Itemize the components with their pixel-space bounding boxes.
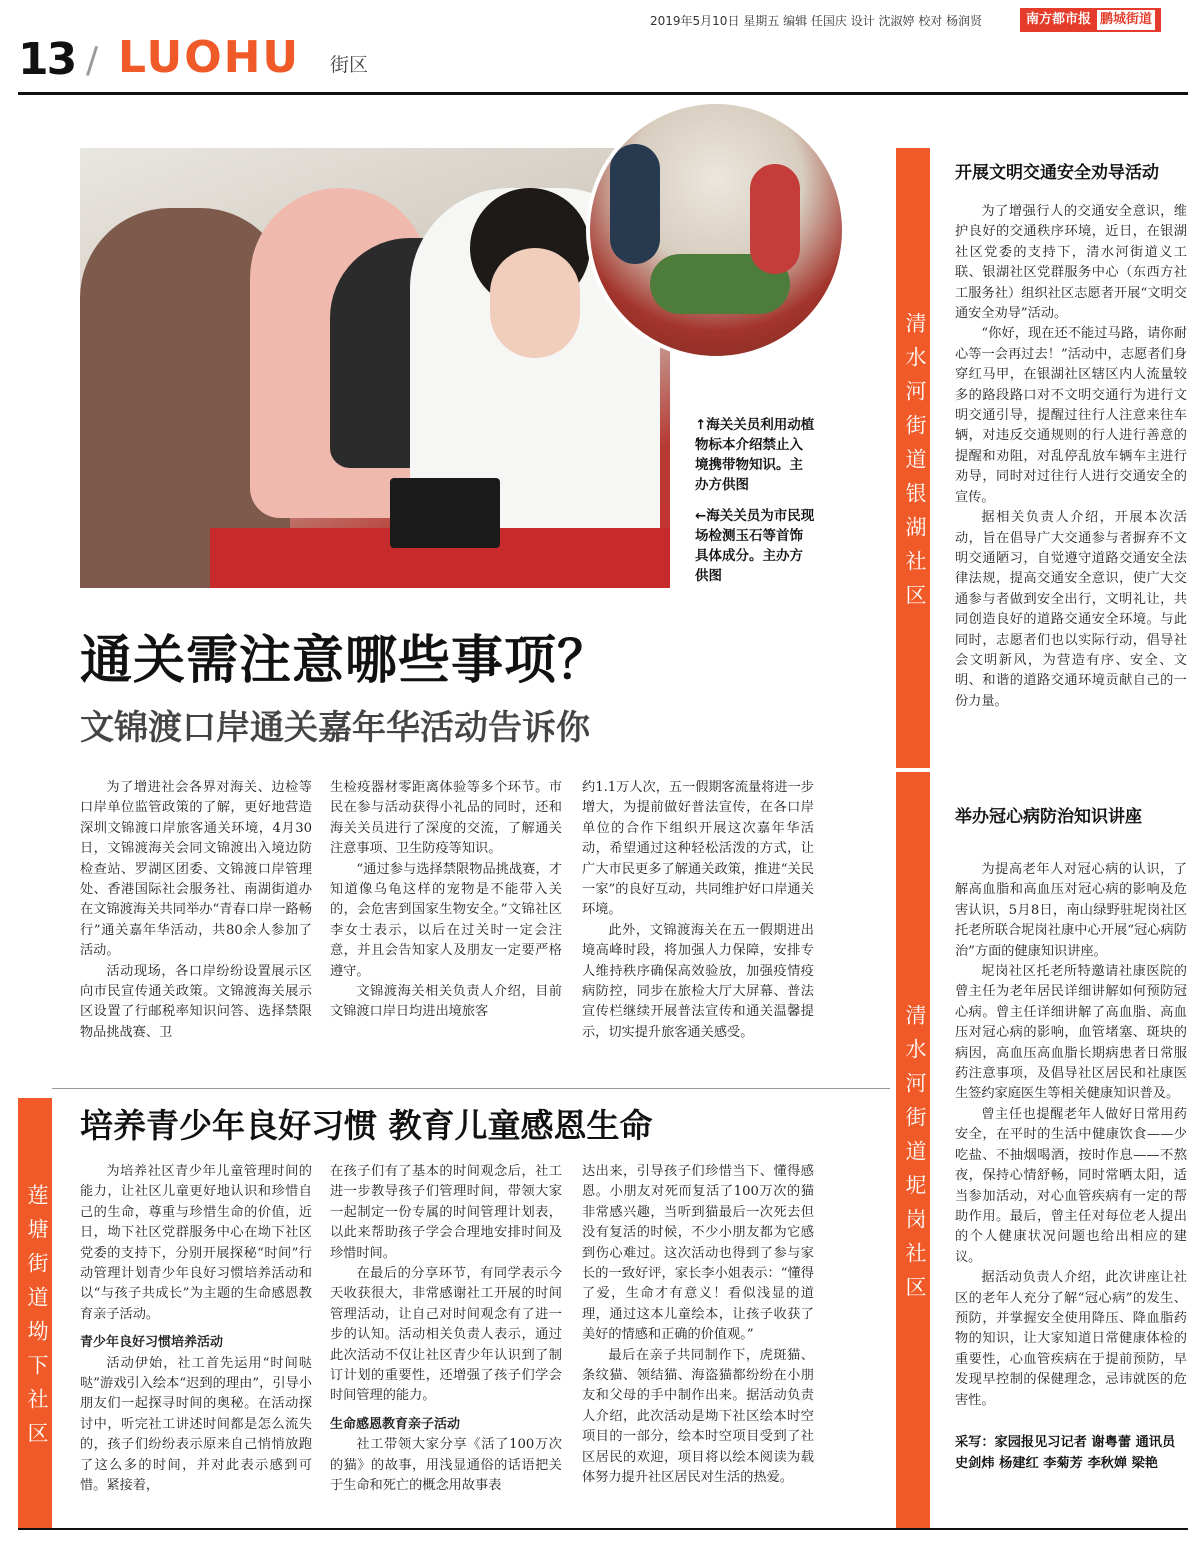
photo-caption-2: ←海关关员为市民现场检测玉石等首饰具体成分。主办方供图	[695, 508, 815, 584]
page-number: 13	[18, 34, 76, 85]
article-3-headline: 开展文明交通安全劝导活动	[955, 163, 1159, 183]
paragraph: 活动现场，各口岸纷纷设置展示区向市民宣传通关政策。文锦渡海关展示区设置了行邮税率知识问答、选择禁限物品挑战赛、卫	[80, 963, 312, 1040]
article-1-column-3	[582, 778, 814, 1043]
reporter-credits: 采写：家园报见习记者 谢粤蕾 通讯员 史剑炜 杨建红 李菊芳 李秋婵 梁艳	[955, 1435, 1176, 1471]
article-4-headline: 举办冠心病防治知识讲座	[955, 807, 1142, 827]
paragraph: 为了增进社会各界对海关、边检等口岸单位监管政策的了解，更好地营造深圳文锦渡口岸旅客通关环境，4月30日，文锦渡海关会同文锦渡出入境边防检查站、罗湖区团委、文锦渡口岸管理处、香港国际社会服务社、南湖街道办在文锦渡海关共同举办“青春口岸一路畅行”通关嘉年华活动，共80余人参加了活动。	[80, 780, 312, 959]
section-title-en: LUOHU	[118, 32, 301, 83]
paragraph: 文锦渡海关相关负责人介绍，目前文锦渡口岸日均进出境旅客	[330, 984, 562, 1020]
article-2-subhead-1: 青少年良好习惯培养活动	[80, 1335, 224, 1351]
article-2-subhead-2: 生命感恩教育亲子活动	[330, 1416, 461, 1432]
newspaper-brand	[1020, 8, 1161, 32]
article-2-community-band: 莲塘街道坳下社区	[18, 1098, 52, 1528]
paragraph: 在孩子们有了基本的时间观念后，社工进一步教导孩子们管理时间，带领大家一起制定一份专属的时间管理计划表，以此来帮助孩子学会合理地安排时间及珍惜时间。	[330, 1164, 562, 1261]
brand-main: 南方都市报	[1026, 12, 1092, 27]
article-4-body	[955, 860, 1187, 1411]
dateline: 2019年5月10日 星期五 编辑 任国庆 设计 沈淑婷 校对 杨润贤	[650, 14, 983, 28]
article-3-community-band: 清水河街道银湖社区	[896, 148, 930, 768]
photo-caption-1: ↑海关关员利用动植物标本介绍禁止入境携带物知识。主办方供图	[695, 417, 815, 493]
paragraph: “你好，现在还不能过马路，请你耐心等一会再过去！”活动中，志愿者们身穿红马甲，在银湖社区辖区内人流量较多的路段路口对不文明交通行为进行文明交通引导，提醒过往行人注意来往车辆，对违反交通规则的行人进行善意的提醒和劝阻，对乱停乱放车辆车主进行劝导，同时对过往行人进行交通安全的宣传。	[955, 326, 1187, 505]
article-1-column-2	[330, 778, 562, 1023]
photo-test-device	[390, 478, 500, 548]
inset-photo-circle	[586, 100, 846, 360]
brand-sub: 鹏城街道	[1097, 10, 1155, 30]
article-1-headline: 通关需注意哪些事项？	[80, 631, 611, 691]
paragraph: 最后在亲子共同制作下，虎斑猫、条纹猫、领结猫、海盗猫都纷纷在小朋友和父母的手中制作出来。据活动负责人介绍，此次活动是坳下社区绘本时空项目的一部分，绘本时空项目受到了社区居民的欢迎，项目将以绘本阅读为载体努力提升社区居民对生活的热爱。	[582, 1347, 814, 1486]
footer-rule	[18, 1528, 1188, 1530]
article-2-column-1	[80, 1162, 312, 1497]
page-slash-divider: /	[86, 40, 99, 81]
article-1-column-1	[80, 778, 312, 1043]
paragraph: 约1.1万人次，五一假期客流量将进一步增大，为提前做好普法宣传，在各口岸单位的合作下组织开展这次嘉年华活动，希望通过这种轻松活泼的方式，让广大市民更多了解通关政策，推进“关民一家”的良好互动，共同维护好口岸通关环境。	[582, 780, 814, 918]
paragraph: 为培养社区青少年儿童管理时间的能力，让社区儿童更好地认识和珍惜自己的生命，尊重与珍惜生命的价值，近日，坳下社区党群服务中心在坳下社区党委的支持下，分别开展探秘“时间”行动管理计划青少年良好习惯培养活动和以“与孩子共成长”为主题的生命感恩教育亲子活动。	[80, 1164, 312, 1322]
article-2-headline: 培养青少年良好习惯 教育儿童感恩生命	[80, 1106, 653, 1145]
article-3-body	[955, 202, 1187, 712]
paragraph: 据相关负责人介绍，开展本次活动，旨在倡导广大交通参与者摒弃不文明交通陋习，自觉遵守道路交通安全法律法规，提高交通安全意识，使广大交通参与者做到安全出行，文明礼让，共同创造良好的道路交通安全环境。与此同时，志愿者们也以实际行动，倡导社会文明新风，为营造有序、安全、文明、和谐的道路交通环境贡献自己的一份力量。	[955, 510, 1187, 709]
paragraph: “通过参与选择禁限物品挑战赛，才知道像乌龟这样的宠物是不能带入关的，会危害到国家生物安全。”文锦社区李女士表示，以后在过关时一定会注意，并且会告知家人及朋友一定要严格遵守。	[330, 861, 562, 979]
paragraph: 坭岗社区托老所特邀请社康医院的曾主任为老年居民详细讲解如何预防冠心病。曾主任详细讲解了高血脂、高血压对冠心病的影响，血管堵塞、斑块的病因，高血压高血脂长期病患者日常服药注意事项，及倡导社区居民和社康医生签约家庭医生等相关健康知识普及。	[955, 964, 1187, 1102]
section-title-cn: 街区	[330, 54, 369, 76]
paragraph: 为了增强行人的交通安全意识，维护良好的交通秩序环境，近日，在银湖社区党委的支持下，清水河街道义工联、银湖社区党群服务中心（东西方社工服务社）组织社区志愿者开展“文明交通安全劝导”活动。	[955, 204, 1187, 322]
article-2-column-3	[582, 1162, 814, 1489]
paragraph: 曾主任也提醒老年人做好日常用药安全，在平时的生活中健康饮食——少吃盐、不抽烟喝酒，按时作息——不熬夜，保持心情舒畅，同时常晒太阳，适当参加活动，对心血管疾病有一定的帮助作用。最后，曾主任对每位老人提出的个人健康状况问题也给出相应的建议。	[955, 1106, 1187, 1265]
article-1-subheadline: 文锦渡口岸通关嘉年华活动告诉你	[80, 708, 590, 748]
paragraph: 社工带领大家分享《活了100万次的猫》的故事，用浅显通俗的话语把关于生命和死亡的概念用故事表	[330, 1437, 562, 1494]
paragraph: 达出来，引导孩子们珍惜当下、懂得感恩。小朋友对死而复活了100万次的猫非常感兴趣，当听到猫最后一次死去但没有复活的时候，不少小朋友都为它感到伤心难过。这次活动也得到了参与家长的一致好评，家长李小姐表示：“懂得了爱，生命才有意义！看似浅显的道理，通过这本儿童绘本，让孩子收获了美好的情感和正确的价值观。”	[582, 1164, 814, 1343]
paragraph: 在最后的分享环节，有同学表示今天收获很大，非常感谢社工开展的时间管理活动，让自己对时间观念有了进一步的认知。活动相关负责人表示，通过此次活动不仅让社区青少年认识到了制订计划的重要性，还增强了孩子们学会时间管理的能力。	[330, 1266, 562, 1404]
paragraph: 为提高老年人对冠心病的认识，了解高血脂和高血压对冠心病的影响及危害认识，5月8日，南山绿野驻坭岗社区托老所联合坭岗社康中心开展“冠心病防治”方面的健康知识讲座。	[955, 862, 1187, 959]
paragraph: 生检疫器材零距离体验等多个环节。市民在参与活动获得小礼品的同时，还和海关关员进行了深度的交流，了解通关注意事项、卫生防疫等知识。	[330, 780, 562, 857]
section-divider	[52, 1088, 890, 1089]
header-rule	[18, 92, 1188, 95]
paragraph: 据活动负责人介绍，此次讲座让社区的老年人充分了解“冠心病”的发生、预防，并掌握安全使用降压、降血脂药物的知识，让大家知道日常健康体检的重要性，心血管疾病在于提前预防，早发现早控制的保健理念，忌讳就医的危害性。	[955, 1270, 1187, 1408]
main-photo	[80, 148, 670, 588]
article-4-community-band: 清水河街道坭岗社区	[896, 772, 930, 1528]
paragraph: 此外，文锦渡海关在五一假期进出境高峰时段，将加强人力保障，安排专人维持秩序确保高效验放，加强疫情疫病防控，同步在旅检大厅大屏幕、普法宣传栏继续开展普法宣传和通关温馨提示，切实提升旅客通关感受。	[582, 922, 814, 1040]
article-2-column-2	[330, 1162, 562, 1497]
paragraph: 活动伊始，社工首先运用“时间哒哒”游戏引入绘本“迟到的理由”，引导小朋友们一起探寻时间的奥秘。在活动探讨中，听完社工讲述时间都是怎么流失的，孩子们纷纷表示原来自己悄悄放跑了这么多的时间，并对此表示感到可惜。紧接着，	[80, 1355, 312, 1494]
